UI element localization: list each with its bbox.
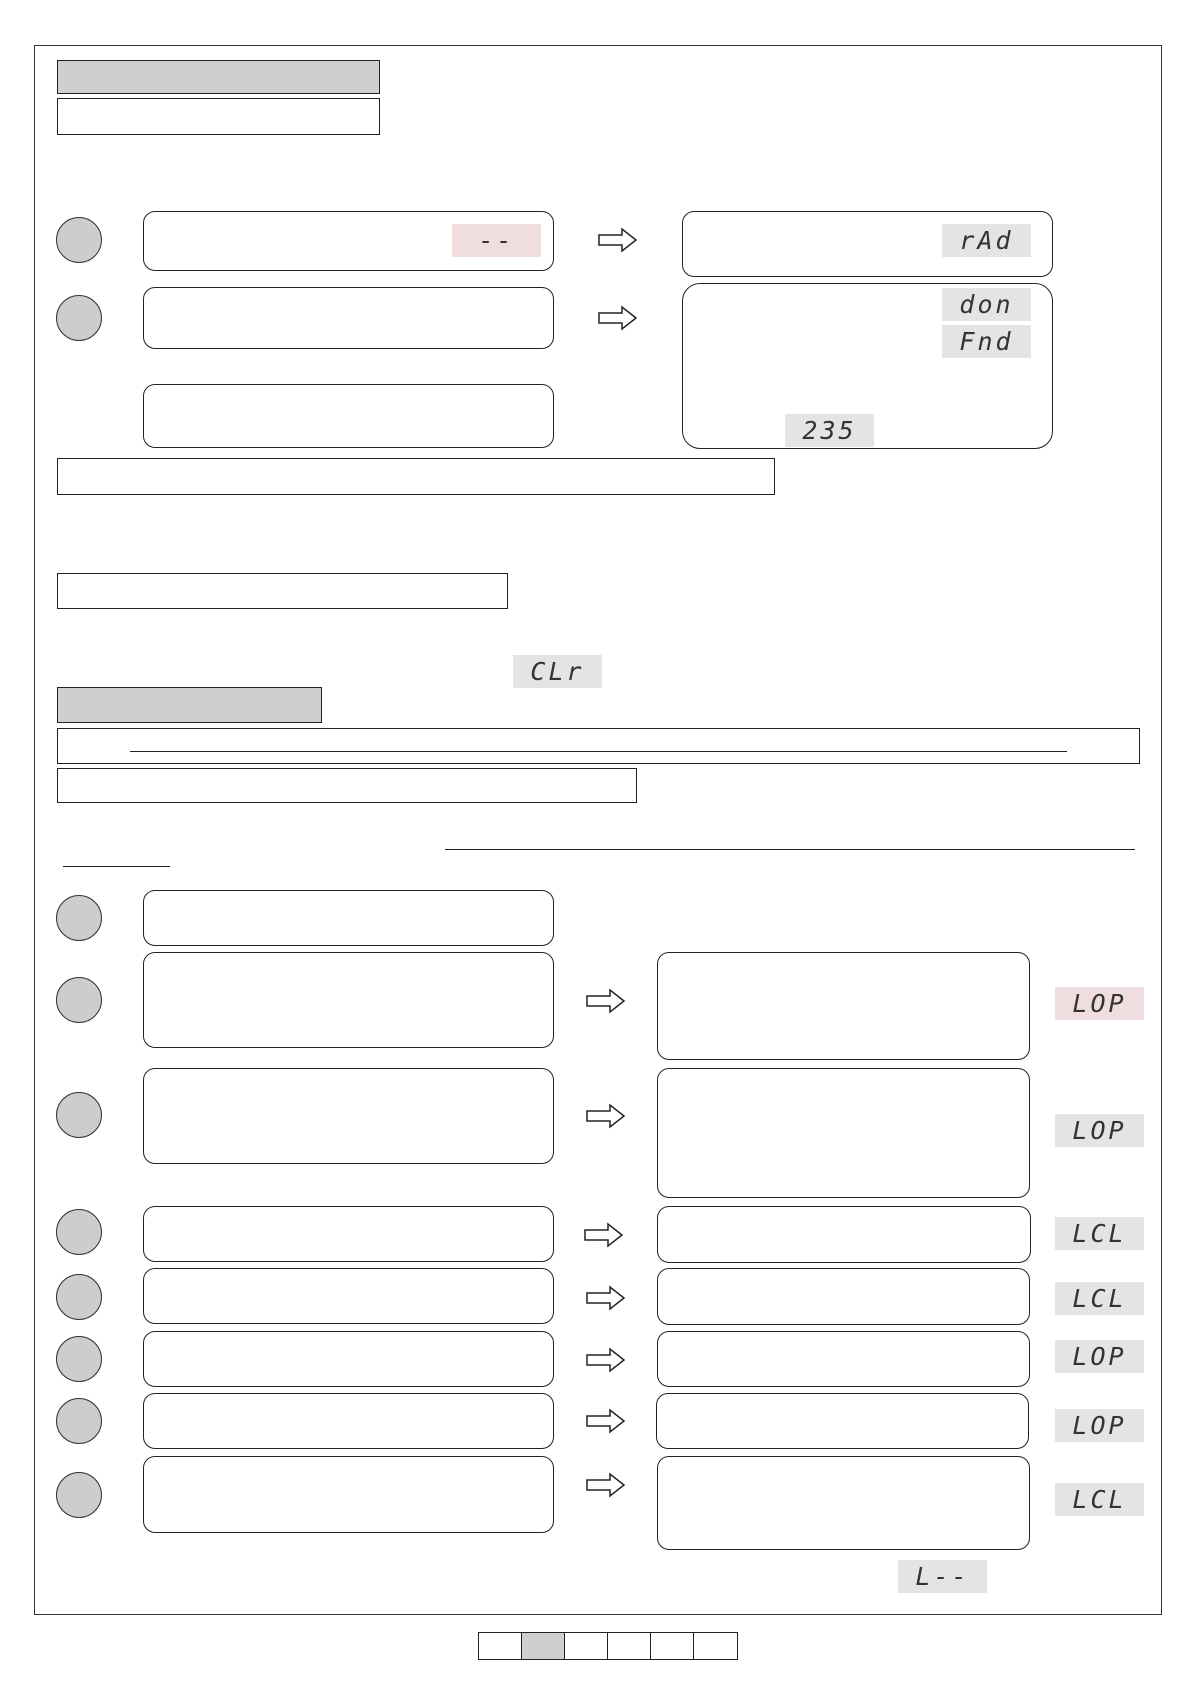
step-8b-result-box: [657, 1456, 1030, 1550]
section-2-subtitle-box: [57, 768, 637, 803]
step-3b-instruction-box: [143, 1068, 554, 1164]
arrow-right-icon: [598, 227, 638, 253]
lcd-display-clr: CLr: [513, 655, 602, 688]
step-2b-result-box: [657, 952, 1030, 1060]
step-circle-6b: [56, 1336, 102, 1382]
arrow-right-icon: [586, 988, 626, 1014]
page-indicator-cell: [479, 1633, 522, 1659]
section-1-subtitle-box: [57, 98, 380, 135]
step-2-instruction-box: [143, 287, 554, 349]
step-6b-instruction-box: [143, 1331, 554, 1387]
step-2b-instruction-box: [143, 952, 554, 1048]
step-7b-instruction-box: [143, 1393, 554, 1449]
step-circle-1b: [56, 895, 102, 941]
underline-rule-long: [445, 849, 1135, 850]
section-1-clear-box: [57, 573, 508, 609]
step-8b-instruction-box: [143, 1456, 554, 1533]
page-indicator-cell: [694, 1633, 737, 1659]
step-7b-result-box: [656, 1393, 1029, 1449]
lcd-display-lop-3: LOP: [1055, 1340, 1144, 1373]
lcd-display-lop-4: LOP: [1055, 1409, 1144, 1442]
lcd-display-lcl-3: LCL: [1055, 1483, 1144, 1516]
step-circle-5b: [56, 1274, 102, 1320]
step-3b-result-box: [657, 1068, 1030, 1198]
page-indicator-cell: [565, 1633, 608, 1659]
section-1-title-bar: [57, 60, 380, 94]
step-circle-3b: [56, 1092, 102, 1138]
step-4b-result-box: [657, 1206, 1031, 1263]
step-circle-2b: [56, 977, 102, 1023]
lcd-display-rad: rAd: [942, 224, 1031, 257]
step-5b-instruction-box: [143, 1268, 554, 1324]
page-indicator-cell: [608, 1633, 651, 1659]
step-circle-7b: [56, 1398, 102, 1444]
page-indicator: [478, 1632, 738, 1660]
lcd-display-dash: --: [452, 224, 541, 257]
step-1b-instruction-box: [143, 890, 554, 946]
lcd-display-fnd: Fnd: [942, 325, 1031, 358]
arrow-right-icon: [586, 1347, 626, 1373]
arrow-right-icon: [586, 1472, 626, 1498]
step-5b-result-box: [657, 1268, 1030, 1325]
step-circle-1: [56, 217, 102, 263]
arrow-right-icon: [586, 1408, 626, 1434]
lcd-display-lop-2: LOP: [1055, 1114, 1144, 1147]
step-4b-instruction-box: [143, 1206, 554, 1262]
step-circle-2: [56, 295, 102, 341]
step-6b-result-box: [657, 1331, 1030, 1387]
lcd-display-lop-1: LOP: [1055, 987, 1144, 1020]
lcd-display-lcl-1: LCL: [1055, 1217, 1144, 1250]
underline-rule: [130, 751, 1067, 752]
lcd-display-lcl-2: LCL: [1055, 1282, 1144, 1315]
arrow-right-icon: [598, 305, 638, 331]
step-circle-4b: [56, 1209, 102, 1255]
lcd-display-don: don: [942, 288, 1031, 321]
arrow-right-icon: [586, 1103, 626, 1129]
page-indicator-cell: [522, 1633, 565, 1659]
page-indicator-cell: [651, 1633, 694, 1659]
section-1-note-box: [57, 458, 775, 495]
underline-rule-short: [63, 866, 170, 867]
lcd-display-number: 235: [785, 414, 874, 447]
step-circle-8b: [56, 1472, 102, 1518]
arrow-right-icon: [586, 1285, 626, 1311]
section-2-title-bar: [57, 687, 322, 723]
step-2-note-box: [143, 384, 554, 448]
arrow-right-icon: [584, 1222, 624, 1248]
section-2-wide-box: [57, 728, 1140, 764]
lcd-display-lnext: L--: [898, 1560, 987, 1593]
